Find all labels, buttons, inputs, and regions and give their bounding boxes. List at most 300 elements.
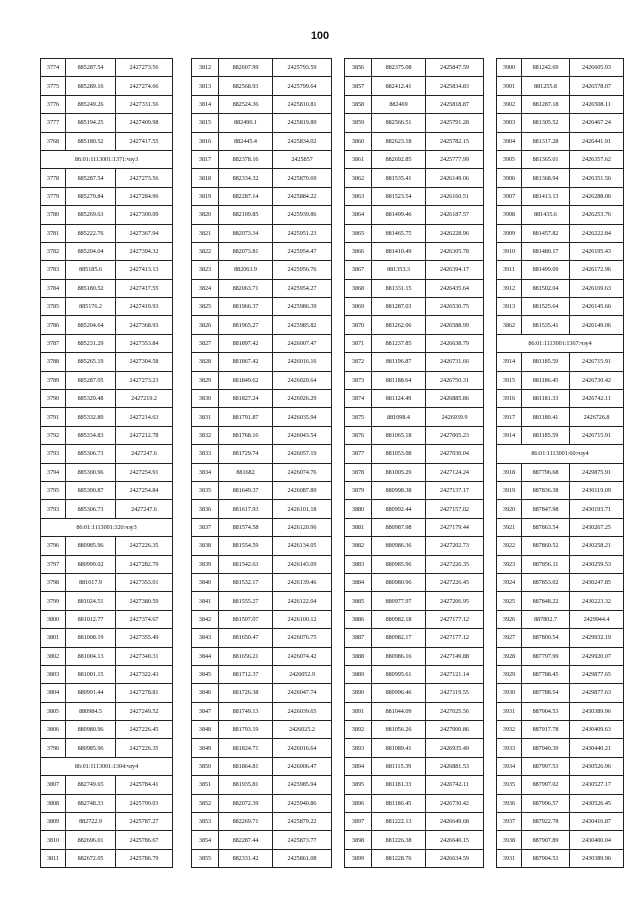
x-coordinate-cell: 885231.29 — [66, 334, 116, 352]
point-number-cell: 3873 — [345, 371, 372, 389]
point-number-cell: 3925 — [497, 592, 522, 610]
x-coordinate-cell: 887917.78 — [522, 721, 570, 739]
point-number-cell: 3849 — [192, 739, 219, 757]
table-row — [192, 114, 332, 132]
y-coordinate-cell: 2425799.64 — [273, 77, 332, 95]
x-coordinate-cell: 881617.93 — [219, 500, 273, 518]
y-coordinate-cell: 2427380.59 — [116, 592, 173, 610]
y-coordinate-cell: 2426076.75 — [273, 629, 332, 647]
table-row — [41, 610, 173, 628]
x-coordinate-cell: 881056.26 — [372, 721, 426, 739]
point-number-cell: 3810 — [41, 831, 66, 849]
x-coordinate-cell: 887863.54 — [522, 518, 570, 536]
x-coordinate-cell: 881965.27 — [219, 316, 273, 334]
x-coordinate-cell: 881502.04 — [522, 279, 570, 297]
x-coordinate-cell: 887907.89 — [522, 831, 570, 849]
y-coordinate-cell: 2426435.64 — [426, 279, 484, 297]
table-row — [497, 757, 624, 775]
point-number-cell: 3929 — [497, 665, 522, 683]
y-coordinate-cell: 2427000.86 — [426, 721, 484, 739]
x-coordinate-cell: 880980.96 — [66, 721, 116, 739]
x-coordinate-cell: 881574.58 — [219, 518, 273, 536]
table-row — [41, 794, 173, 812]
y-coordinate-cell: 2426530.75 — [426, 298, 484, 316]
y-coordinate-cell: 2427374.67 — [116, 610, 173, 628]
table-row — [192, 849, 332, 867]
point-number-cell: 3895 — [345, 776, 372, 794]
table-row — [345, 261, 484, 279]
point-number-cell: 3914 — [497, 426, 522, 444]
y-coordinate-cell: 2430526.45 — [570, 794, 624, 812]
table-row — [192, 665, 332, 683]
point-number-cell: 3837 — [192, 518, 219, 536]
x-coordinate-cell: 881237.85 — [372, 334, 426, 352]
y-coordinate-cell: 2427179.44 — [426, 518, 484, 536]
x-coordinate-cell: 880996.46 — [372, 684, 426, 702]
x-coordinate-cell: 882445.4 — [219, 132, 273, 150]
table-row — [497, 390, 624, 408]
point-number-cell: 3819 — [192, 187, 219, 205]
y-coordinate-cell: 2426160.51 — [426, 187, 484, 205]
x-coordinate-cell: 881181.33 — [372, 776, 426, 794]
y-coordinate-cell: 2427177.12 — [426, 610, 484, 628]
point-number-cell: 3804 — [41, 684, 66, 702]
x-coordinate-cell: 881004.13 — [66, 647, 116, 665]
point-number-cell: 3937 — [497, 813, 522, 831]
y-coordinate-cell: 2427368.93 — [116, 316, 173, 334]
y-coordinate-cell: 2426730.42 — [570, 371, 624, 389]
y-coordinate-cell: 2427157.02 — [426, 500, 484, 518]
y-coordinate-cell: 2426634.59 — [426, 849, 484, 867]
point-number-cell: 3776 — [41, 95, 66, 113]
y-coordinate-cell: 2427304.58 — [116, 353, 173, 371]
point-number-cell: 3888 — [345, 647, 372, 665]
x-coordinate-cell: 880995.61 — [372, 665, 426, 683]
y-coordinate-cell: 2427367.94 — [116, 224, 173, 242]
y-coordinate-cell: 2427278.81 — [116, 684, 173, 702]
y-coordinate-cell: 2426187.57 — [426, 206, 484, 224]
y-coordinate-cell: 2430193.71 — [570, 500, 624, 518]
y-coordinate-cell: 2426394.17 — [426, 261, 484, 279]
table-row — [41, 206, 173, 224]
table-row — [345, 629, 484, 647]
point-number-cell: 3899 — [345, 849, 372, 867]
y-coordinate-cell: 2429920.07 — [570, 647, 624, 665]
coordinate-tables — [40, 58, 622, 868]
table-row — [345, 445, 484, 463]
y-coordinate-cell: 2430259.53 — [570, 555, 624, 573]
x-coordinate-cell: 881523.54 — [372, 187, 426, 205]
y-coordinate-cell: 2426087.89 — [273, 481, 332, 499]
y-coordinate-cell: 2426731.66 — [426, 353, 484, 371]
table-row — [192, 831, 332, 849]
y-coordinate-cell: 2425939.86 — [273, 206, 332, 224]
point-number-cell: 3907 — [497, 187, 522, 205]
x-coordinate-cell: 881791.87 — [219, 408, 273, 426]
y-coordinate-cell: 2427274.66 — [116, 77, 173, 95]
x-coordinate-cell: 885265.19 — [66, 353, 116, 371]
y-coordinate-cell: 2426605.93 — [570, 59, 624, 77]
y-coordinate-cell: 2426640.15 — [426, 831, 484, 849]
x-coordinate-cell: 881365.01 — [522, 150, 570, 168]
table-row — [192, 408, 332, 426]
page-number: 100 — [310, 30, 330, 42]
x-coordinate-cell: 881597.07 — [219, 610, 273, 628]
y-coordinate-cell: 2426351.56 — [570, 169, 624, 187]
table-row — [345, 316, 484, 334]
table-row — [497, 426, 624, 444]
point-number-cell: 3802 — [41, 647, 66, 665]
table-row — [497, 224, 624, 242]
x-coordinate-cell: 881656.21 — [219, 647, 273, 665]
y-coordinate-cell: 2426143.09 — [273, 555, 332, 573]
point-number-cell: 3843 — [192, 629, 219, 647]
point-number-cell: 3781 — [41, 224, 66, 242]
x-coordinate-cell: 880992.44 — [372, 500, 426, 518]
point-number-cell: 3808 — [41, 794, 66, 812]
x-coordinate-cell: 881532.17 — [219, 573, 273, 591]
x-coordinate-cell: 885269.63 — [66, 206, 116, 224]
x-coordinate-cell: 885306.73 — [66, 445, 116, 463]
x-coordinate-cell: 887802.7 — [522, 610, 570, 628]
x-coordinate-cell: 885287.54 — [66, 59, 116, 77]
y-coordinate-cell: 2425884.22 — [273, 187, 332, 205]
table-row — [497, 592, 624, 610]
table-row — [41, 537, 173, 555]
y-coordinate-cell: 2429875.91 — [570, 463, 624, 481]
x-coordinate-cell: 881768.16 — [219, 426, 273, 444]
section-header-row — [41, 518, 173, 536]
y-coordinate-cell: 2427121.14 — [426, 665, 484, 683]
x-coordinate-cell: 882072.39 — [219, 794, 273, 812]
x-coordinate-cell: 887856.11 — [522, 555, 570, 573]
y-coordinate-cell: 2426588.99 — [426, 316, 484, 334]
x-coordinate-cell: 881368.94 — [522, 169, 570, 187]
table-row — [41, 390, 173, 408]
table-row — [497, 187, 624, 205]
section-header-row — [497, 445, 624, 463]
table-row — [41, 132, 173, 150]
point-number-cell: 3830 — [192, 390, 219, 408]
x-coordinate-cell: 881287.03 — [372, 298, 426, 316]
x-coordinate-cell: 881317.28 — [522, 132, 570, 150]
point-number-cell: 3928 — [497, 647, 522, 665]
y-coordinate-cell: 2427409.98 — [116, 114, 173, 132]
table-row — [192, 813, 332, 831]
table-row — [41, 573, 173, 591]
table-row — [41, 353, 173, 371]
x-coordinate-cell: 885287.54 — [66, 169, 116, 187]
table-row — [41, 95, 173, 113]
point-number-cell: 3930 — [497, 684, 522, 702]
table-row — [497, 647, 624, 665]
y-coordinate-cell: 2425784.41 — [116, 776, 173, 794]
table-row — [192, 371, 332, 389]
table-row — [345, 95, 484, 113]
point-number-cell: 3779 — [41, 187, 66, 205]
point-number-cell: 3825 — [192, 298, 219, 316]
point-number-cell: 3908 — [497, 206, 522, 224]
x-coordinate-cell: 887996.57 — [522, 794, 570, 812]
table-row — [345, 206, 484, 224]
table-row — [497, 408, 624, 426]
table-row — [497, 537, 624, 555]
y-coordinate-cell: 2425873.77 — [273, 831, 332, 849]
point-number-cell: 3884 — [345, 573, 372, 591]
table-row — [192, 279, 332, 297]
y-coordinate-cell: 2426715.91 — [570, 353, 624, 371]
table-row — [192, 132, 332, 150]
table-row — [345, 132, 484, 150]
table-row — [345, 390, 484, 408]
x-coordinate-cell: 881065.18 — [372, 426, 426, 444]
point-number-cell: 3860 — [345, 132, 372, 150]
y-coordinate-cell: 2427202.73 — [426, 537, 484, 555]
x-coordinate-cell: 881353.3 — [372, 261, 426, 279]
x-coordinate-cell: 881649.37 — [219, 481, 273, 499]
x-coordinate-cell: 885180.52 — [66, 279, 116, 297]
x-coordinate-cell: 882696.01 — [66, 831, 116, 849]
table-row — [345, 518, 484, 536]
point-number-cell: 3934 — [497, 757, 522, 775]
table-row — [41, 426, 173, 444]
point-number-cell: 3809 — [41, 813, 66, 831]
x-coordinate-cell: 880987.98 — [372, 518, 426, 536]
y-coordinate-cell: 2427322.43 — [116, 665, 173, 683]
x-coordinate-cell: 887922.78 — [522, 813, 570, 831]
table-row — [345, 114, 484, 132]
x-coordinate-cell: 880985.96 — [66, 537, 116, 555]
point-number-cell: 3901 — [497, 77, 522, 95]
x-coordinate-cell: 880985.96 — [66, 739, 116, 757]
x-coordinate-cell: 881226.38 — [372, 831, 426, 849]
y-coordinate-cell: 2425791.28 — [426, 114, 484, 132]
section-header-row — [41, 757, 173, 775]
x-coordinate-cell: 881793.19 — [219, 721, 273, 739]
table-row — [192, 537, 332, 555]
y-coordinate-cell: 2425787.27 — [116, 813, 173, 831]
point-number-cell: 3839 — [192, 555, 219, 573]
point-number-cell: 3790 — [41, 390, 66, 408]
table-row — [345, 169, 484, 187]
table-row — [497, 169, 624, 187]
x-coordinate-cell: 881413.13 — [522, 187, 570, 205]
x-coordinate-cell: 881864.81 — [219, 757, 273, 775]
x-coordinate-cell: 882722.9 — [66, 813, 116, 831]
y-coordinate-cell: 2426100.12 — [273, 610, 332, 628]
table-row — [192, 150, 332, 168]
x-coordinate-cell: 882331.42 — [219, 849, 273, 867]
point-number-cell: 3846 — [192, 684, 219, 702]
point-number-cell: 3887 — [345, 629, 372, 647]
y-coordinate-cell: 2427340.31 — [116, 647, 173, 665]
point-number-cell: 3876 — [345, 426, 372, 444]
table-row — [345, 481, 484, 499]
point-number-cell: 3791 — [41, 408, 66, 426]
y-coordinate-cell: 2427417.55 — [116, 279, 173, 297]
table-row — [345, 353, 484, 371]
table-row — [497, 481, 624, 499]
x-coordinate-cell: 880977.97 — [372, 592, 426, 610]
y-coordinate-cell: 2430440.21 — [570, 739, 624, 757]
y-coordinate-cell: 2426935.49 — [426, 739, 484, 757]
x-coordinate-cell: 881242.69 — [522, 59, 570, 77]
table-row — [497, 684, 624, 702]
y-coordinate-cell: 2426074.42 — [273, 647, 332, 665]
y-coordinate-cell: 2430258.21 — [570, 537, 624, 555]
table-row — [345, 537, 484, 555]
table-row — [345, 334, 484, 352]
x-coordinate-cell: 881712.37 — [219, 665, 273, 683]
point-number-cell: 3855 — [192, 849, 219, 867]
y-coordinate-cell: 2427273.23 — [116, 371, 173, 389]
x-coordinate-cell: 885306.73 — [66, 500, 116, 518]
table-row — [497, 261, 624, 279]
x-coordinate-cell: 887904.53 — [522, 702, 570, 720]
table-row — [497, 739, 624, 757]
x-coordinate-cell: 881024.51 — [66, 592, 116, 610]
y-coordinate-cell: 2426730.42 — [426, 794, 484, 812]
y-coordinate-cell: 2425786.79 — [116, 849, 173, 867]
table-row — [192, 316, 332, 334]
y-coordinate-cell: 2425951.23 — [273, 224, 332, 242]
table-row — [497, 518, 624, 536]
y-coordinate-cell: 2427353.84 — [116, 334, 173, 352]
y-coordinate-cell: 2425985.94 — [273, 776, 332, 794]
y-coordinate-cell: 2426020.64 — [273, 371, 332, 389]
x-coordinate-cell: 882063.71 — [219, 279, 273, 297]
y-coordinate-cell: 2426508.11 — [570, 95, 624, 113]
y-coordinate-cell: 2427177.12 — [426, 629, 484, 647]
table-row — [41, 647, 173, 665]
y-coordinate-cell: 2426007.47 — [273, 334, 332, 352]
table-row — [41, 334, 173, 352]
x-coordinate-cell: 885194.25 — [66, 114, 116, 132]
table-row — [41, 463, 173, 481]
point-number-cell: 3823 — [192, 261, 219, 279]
table-row — [192, 757, 332, 775]
x-coordinate-cell: 882378.16 — [219, 150, 273, 168]
point-number-cell: 3885 — [345, 592, 372, 610]
y-coordinate-cell: 2426742.11 — [570, 390, 624, 408]
x-coordinate-cell: 885176.2 — [66, 298, 116, 316]
point-number-cell: 3847 — [192, 702, 219, 720]
y-coordinate-cell: 2429877.63 — [570, 684, 624, 702]
x-coordinate-cell: 882490.1 — [219, 114, 273, 132]
point-number-cell: 3842 — [192, 610, 219, 628]
table-row — [345, 647, 484, 665]
y-coordinate-cell: 2426047.74 — [273, 684, 332, 702]
point-number-cell: 3867 — [345, 261, 372, 279]
y-coordinate-cell: 2426222.84 — [570, 224, 624, 242]
point-number-cell: 3812 — [192, 59, 219, 77]
point-number-cell: 3915 — [497, 371, 522, 389]
y-coordinate-cell: 2426305.78 — [426, 242, 484, 260]
point-number-cell: 3859 — [345, 114, 372, 132]
table-row — [192, 647, 332, 665]
table-row — [41, 500, 173, 518]
x-coordinate-cell: 887847.98 — [522, 500, 570, 518]
point-number-cell: 3782 — [41, 242, 66, 260]
y-coordinate-cell: 2430267.25 — [570, 518, 624, 536]
point-number-cell: 3794 — [41, 463, 66, 481]
point-number-cell: 3838 — [192, 537, 219, 555]
point-number-cell: 3801 — [41, 629, 66, 647]
point-number-cell: 3805 — [41, 702, 66, 720]
x-coordinate-cell: 881089.41 — [372, 739, 426, 757]
point-number-cell: 3777 — [41, 114, 66, 132]
x-coordinate-cell: 881186.45 — [522, 371, 570, 389]
y-coordinate-cell: 2427282.79 — [116, 555, 173, 573]
table-row — [345, 408, 484, 426]
table-row — [192, 776, 332, 794]
x-coordinate-cell: 881726.38 — [219, 684, 273, 702]
y-coordinate-cell: 2427137.17 — [426, 481, 484, 499]
y-coordinate-cell: 2425879.22 — [273, 813, 332, 831]
point-number-cell: 3870 — [345, 316, 372, 334]
point-number-cell: 3871 — [345, 334, 372, 352]
table-row — [497, 463, 624, 481]
x-coordinate-cell: 881228.76 — [372, 849, 426, 867]
point-number-cell: 3792 — [41, 426, 66, 444]
y-coordinate-cell: 2427284.96 — [116, 187, 173, 205]
table-row — [192, 95, 332, 113]
x-coordinate-cell: 882073.81 — [219, 242, 273, 260]
point-number-cell: 3829 — [192, 371, 219, 389]
x-coordinate-cell: 880991.44 — [66, 684, 116, 702]
table-row — [497, 813, 624, 831]
point-number-cell: 3927 — [497, 629, 522, 647]
x-coordinate-cell: 885300.96 — [66, 463, 116, 481]
x-coordinate-cell: 887836.38 — [522, 481, 570, 499]
table-row — [497, 702, 624, 720]
y-coordinate-cell: 2425954.47 — [273, 242, 332, 260]
x-coordinate-cell: 881650.47 — [219, 629, 273, 647]
x-coordinate-cell: 881554.59 — [219, 537, 273, 555]
table-row — [192, 169, 332, 187]
x-coordinate-cell: 882566.51 — [372, 114, 426, 132]
x-coordinate-cell: 881535.41 — [372, 169, 426, 187]
table-row — [497, 206, 624, 224]
table-row — [192, 390, 332, 408]
y-coordinate-cell: 2427124.24 — [426, 463, 484, 481]
y-coordinate-cell: 2430389.96 — [570, 849, 624, 867]
y-coordinate-cell: 2426145.66 — [570, 298, 624, 316]
point-number-cell: 3892 — [345, 721, 372, 739]
table-row — [497, 555, 624, 573]
point-number-cell: 3933 — [497, 739, 522, 757]
table-row — [192, 59, 332, 77]
table-row — [41, 59, 173, 77]
point-number-cell: 3896 — [345, 794, 372, 812]
point-number-cell: 3768 — [41, 132, 66, 150]
point-number-cell: 3862 — [345, 169, 372, 187]
y-coordinate-cell: 2426026.29 — [273, 390, 332, 408]
point-number-cell: 3857 — [345, 77, 372, 95]
x-coordinate-cell: 881255.8 — [522, 77, 570, 95]
point-number-cell: 3840 — [192, 573, 219, 591]
table-row — [345, 426, 484, 444]
point-number-cell: 3875 — [345, 408, 372, 426]
table-row — [41, 169, 173, 187]
table-row — [497, 721, 624, 739]
table-row — [192, 592, 332, 610]
point-number-cell: 3900 — [497, 59, 522, 77]
y-coordinate-cell: 2427254.84 — [116, 481, 173, 499]
point-number-cell: 3919 — [497, 481, 522, 499]
table-row — [497, 279, 624, 297]
table-row — [497, 610, 624, 628]
